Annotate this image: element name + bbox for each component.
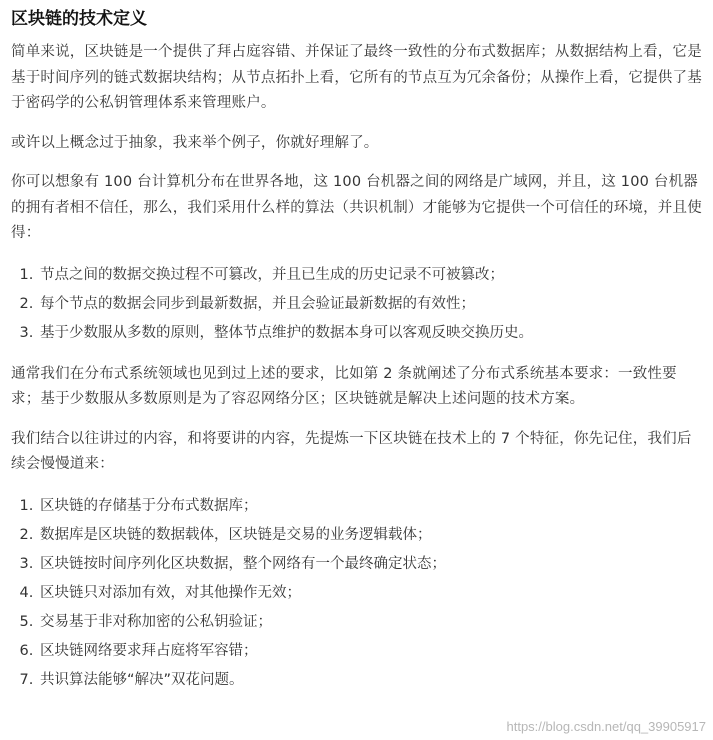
list-item: 3. 区块链按时间序列化区块数据，整个网络有一个最终确定状态； bbox=[38, 550, 702, 579]
paragraph-distributed: 通常我们在分布式系统领域也见到过上述的要求，比如第 2 条就阐述了分布式系统基本要求：一致性要求；基于少数服从多数原则是为了容忍网络分区；区块链就是解决上述问题的技术方案。 bbox=[11, 365, 677, 407]
list-item: 5. 交易基于非对称加密的公私钥验证； bbox=[38, 608, 702, 637]
paragraph-definition: 简单来说，区块链是一个提供了拜占庭容错、并保证了最终一致性的分布式数据库；从数据结构上看，它是基于时间序列的链式数据块结构；从节点拓扑上看，它所有的节点互为冗余备份；从操作上看，它提供了基于密码学的公私钥管理体系来管理账户。 bbox=[11, 44, 702, 111]
list-item: 1. 区块链的存储基于分布式数据库； bbox=[38, 492, 702, 521]
list-item: 6. 区块链网络要求拜占庭将军容错； bbox=[38, 637, 702, 666]
list-item: 4. 区块链只对添加有效，对其他操作无效； bbox=[38, 579, 702, 608]
list-item: 3. 基于少数服从多数的原则，整体节点维护的数据本身可以客观反映交换历史。 bbox=[38, 319, 702, 348]
list-item: 2. 数据库是区块链的数据载体，区块链是交易的业务逻辑载体； bbox=[38, 521, 702, 550]
features-list bbox=[11, 492, 702, 695]
paragraph-transition: 或许以上概念过于抽象，我来举个例子，你就好理解了。 bbox=[11, 134, 379, 151]
requirements-list bbox=[11, 261, 702, 348]
article-title: 区块链的技术定义 bbox=[11, 9, 147, 29]
list-item: 2. 每个节点的数据会同步到最新数据，并且会验证最新数据的有效性； bbox=[38, 290, 702, 319]
paragraph-features-intro: 我们结合以往讲过的内容，和将要讲的内容，先提炼一下区块链在技术上的 7 个特征，你先记住，我们后续会慢慢道来： bbox=[11, 430, 692, 472]
list-item: 1. 节点之间的数据交换过程不可篡改，并且已生成的历史记录不可被篡改； bbox=[38, 261, 702, 290]
watermark: https://blog.csdn.net/qq_39905917 bbox=[506, 719, 706, 734]
paragraph-example: 你可以想象有 100 台计算机分布在世界各地，这 100 台机器之间的网络是广域网，并且，这 100 台机器的拥有者相不信任，那么，我们采用什么样的算法（共识机制）才能够为它提供一个可信任的环境，并且使得： bbox=[11, 174, 702, 241]
list-item: 7. 共识算法能够“解决”双花问题。 bbox=[38, 666, 702, 695]
